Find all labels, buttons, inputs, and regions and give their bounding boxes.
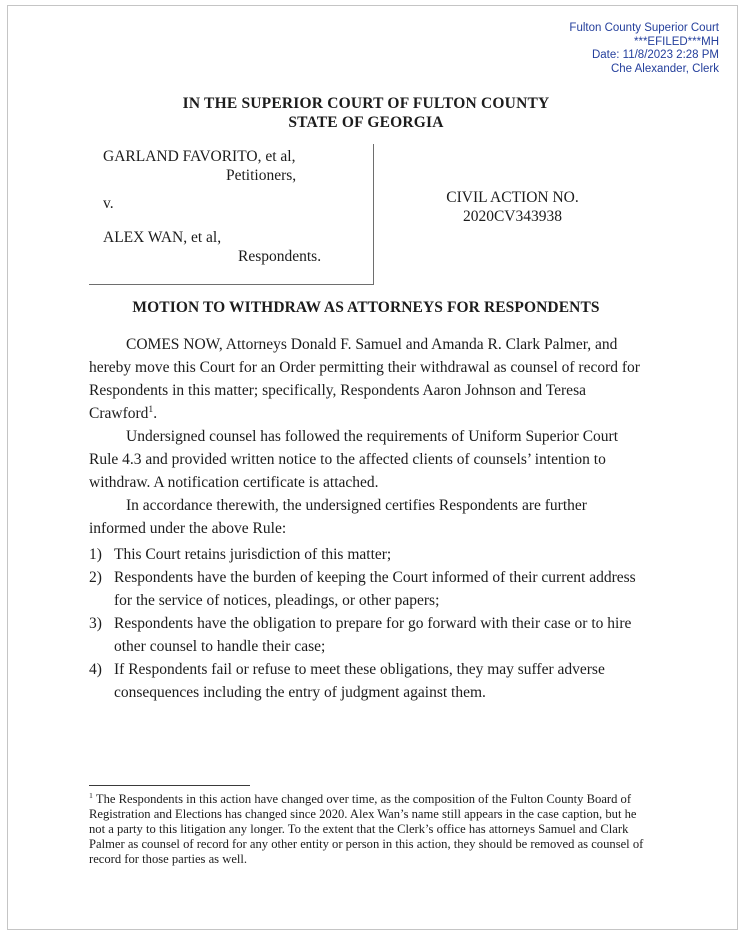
paragraph-comes-now-period: . (153, 405, 158, 422)
paragraph-comes-now-text: COMES NOW, Attorneys Donald F. Samuel and Amanda R. Clark Palmer, and hereby move this Court for an Order permitting their withdrawal as counsel of record for Respondents in this matter; specifically, Respondents Aaron Johnson and Teresa Crawford (89, 336, 640, 422)
versus: v. (103, 195, 114, 212)
paragraph-comes-now (89, 333, 647, 425)
efile-stamp-clerk: Che Alexander, Clerk (610, 62, 719, 75)
footnote-reference: 1 (148, 403, 154, 415)
paragraph-rule-notice: Undersigned counsel has followed the requirements of Uniform Superior Court Rule 4.3 and provided written notice to the affected clients of counsels’ intention to withdraw. A notification certificate is attached. (89, 428, 619, 491)
footnote-marker: 1 (89, 790, 93, 800)
footnote (89, 792, 645, 867)
paragraph-in-accordance: In accordance therewith, the undersigned certifies Respondents are further informed under the above Rule: (89, 497, 587, 537)
list-item-number: 2) (89, 569, 102, 586)
list-item-number: 4) (89, 661, 102, 678)
efile-stamp-date: Date: 11/8/2023 2:28 PM (591, 49, 719, 61)
motion-body (89, 333, 647, 704)
efile-stamp (569, 22, 719, 76)
list-item (89, 658, 647, 704)
obligations-list (89, 543, 647, 704)
footnote-text: The Respondents in this action have changed over time, as the composition of the Fulton County Board of Registration and Elections has changed since 2020. Alex Wan’s name still appears in the case caption, but he not a party to this litigation any longer. To the extent that the Clerk’s office has attorneys Samuel and Clark Palmer as counsel of record for any other entity or person in this action, they should be removed as counsel of record for those parties as well. (89, 792, 644, 866)
list-item-text: Respondents have the burden of keeping the Court informed of their current address for the service of notices, pleadings, or other papers; (114, 569, 636, 609)
caption-box (89, 144, 374, 285)
civil-action-block (425, 188, 600, 226)
efile-stamp-court: Fulton County Superior Court (569, 22, 719, 34)
list-item-number: 1) (89, 546, 102, 563)
case-caption (89, 144, 649, 285)
list-item (89, 612, 647, 658)
efile-stamp-efiled: ***EFILED***MH (634, 35, 719, 48)
respondents-name: ALEX WAN, et al, (103, 229, 222, 246)
civil-action-label: CIVIL ACTION NO. (446, 189, 579, 206)
court-header-line-1: IN THE SUPERIOR COURT OF FULTON COUNTY (182, 95, 550, 112)
list-item-text: This Court retains jurisdiction of this matter; (114, 546, 392, 563)
court-header (88, 94, 644, 132)
document-page (7, 5, 738, 930)
respondents-role: Respondents. (238, 248, 322, 265)
list-item (89, 543, 647, 566)
case-number: 2020CV343938 (462, 208, 563, 225)
court-header-line-2: STATE OF GEORGIA (288, 114, 444, 131)
petitioners-role: Petitioners, (226, 167, 297, 184)
petitioners-name: GARLAND FAVORITO, et al, (103, 148, 296, 165)
list-item (89, 566, 647, 612)
list-item-text: If Respondents fail or refuse to meet these obligations, they may suffer adverse consequences including the entry of judgment against them. (114, 661, 605, 701)
list-item-text: Respondents have the obligation to prepare for go forward with their case or to hire other counsel to handle their case; (114, 615, 632, 655)
list-item-number: 3) (89, 615, 102, 632)
motion-title: MOTION TO WITHDRAW AS ATTORNEYS FOR RESPONDENTS (132, 299, 600, 316)
footnote-separator (89, 785, 250, 786)
